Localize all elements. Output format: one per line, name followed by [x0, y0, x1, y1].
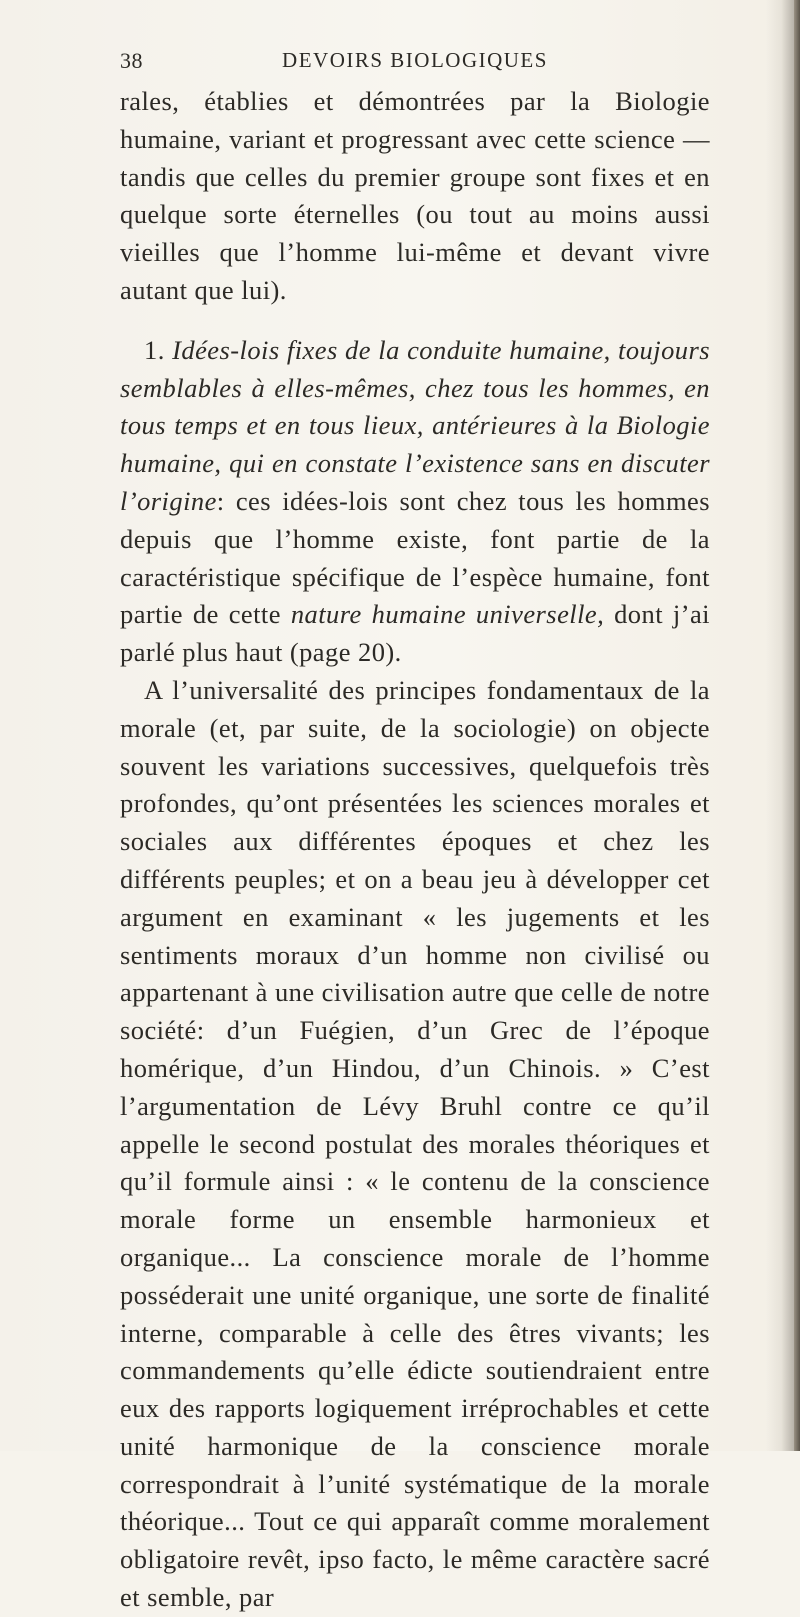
- section-text-end: dont j’ai parlé plus haut (page 20).: [120, 599, 710, 668]
- running-title: DEVOIRS BIOLOGIQUES: [282, 48, 548, 72]
- running-header: [120, 48, 710, 78]
- section-number: 1.: [144, 334, 165, 365]
- page-edge: [794, 0, 800, 1451]
- paragraph-continuation: rales, établies et démontrées par la Biologie humaine, variant et progressant avec cette science — tandis que celles du premier groupe sont fixes et en quelque sorte éternelles (ou tout au moins aussi vieilles que l’homme lui-même et devant vivre autant que lui).: [120, 86, 710, 305]
- section-heading-italic: Idées-lois fixes de la conduite humaine, toujours semblables à elles-mêmes, chez tous les hommes, en tous temps et en tous lieux, antérieures à la Biologie humaine, qui en constate l’existence sans en discuter l’origine: [120, 334, 710, 516]
- body-text: [120, 83, 710, 1617]
- paragraph-section-1: [120, 332, 710, 672]
- section-text: : ces idées-lois sont chez tous les hommes depuis que l’homme existe, font partie de la caractéristique spécifique de l’espèce humaine, font partie de cette: [120, 485, 710, 630]
- italic-phrase: nature humaine universelle,: [290, 599, 605, 630]
- paragraph-argument: A l’universalité des principes fondamentaux de la morale (et, par suite, de la sociologie) on objecte souvent les variations successives, quelquefois très profondes, qu’ont présentées les sciences morales et sociales aux différentes époques et chez les différents peuples; et on a beau jeu à développer cet argument en examinant « les jugements et les sentiments moraux d’un homme non civilisé ou appartenant à une civilisation autre que celle de notre société: d’un Fuégien, d’un Grec de l’époque homérique, d’un Hindou, d’un Chinois. » C’est l’argumentation de Lévy Bruhl contre ce qu’il appelle le second postulat des morales théoriques et qu’il formule ainsi : « le contenu de la conscience morale forme un ensemble harmonieux et organique... La conscience morale de l’homme posséderait une unité organique, une sorte de finalité interne, comparable à celle des êtres vivants; les commandements qu’elle édicte soutiendraient entre eux des rapports logiquement irréprochables et cette unité harmonique de la conscience morale correspondrait à l’unité systématique de la morale théorique... Tout ce qui apparaît comme moralement obligatoire revêt, ipso facto, le même caractère sacré et semble, par: [120, 674, 710, 1613]
- page-number: 38: [120, 48, 143, 73]
